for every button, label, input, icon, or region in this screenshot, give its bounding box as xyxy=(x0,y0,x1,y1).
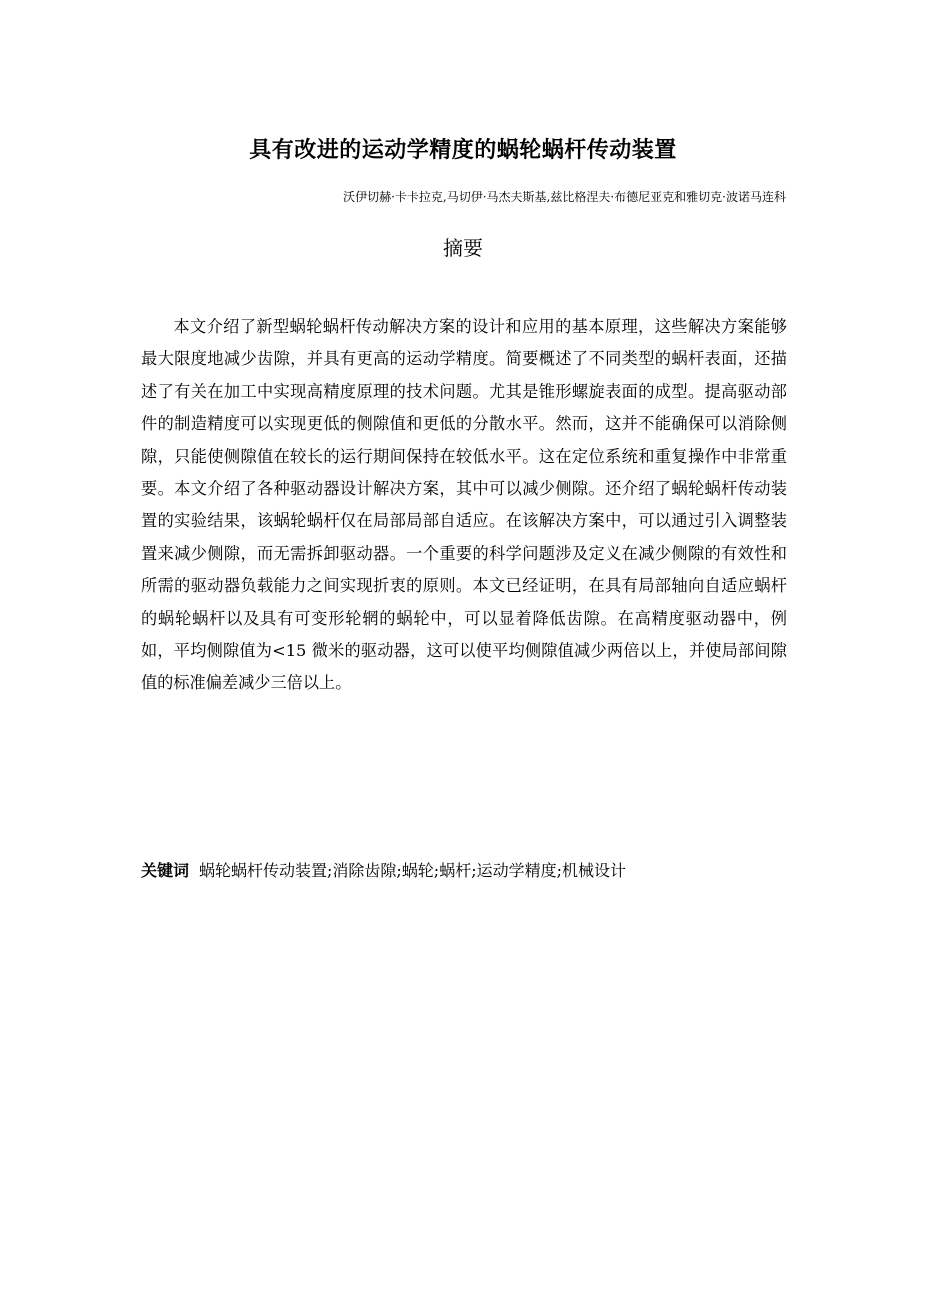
abstract-heading: 摘要 xyxy=(443,236,483,260)
author-list: 沃伊切赫·卡卡拉克,马切伊·马杰夫斯基,兹比格涅夫·布德尼亚克和雅切克·波诺马连科 xyxy=(343,190,786,204)
paper-title: 具有改进的运动学精度的蜗轮蜗杆传动装置 xyxy=(249,138,677,163)
abstract-body: 本文介绍了新型蜗轮蜗杆传动解决方案的设计和应用的基本原理，这些解决方案能够最大限度地减少齿隙，并具有更高的运动学精度。简要概述了不同类型的蜗杆表面，还描述了有关在加工中实现高精度原理的技术问题。尤其是锥形螺旋表面的成型。提高驱动部件的制造精度可以实现更低的侧隙值和更低的分散水平。然而，这并不能确保可以消除侧隙，只能使侧隙值在较长的运行期间保持在较低水平。这在定位系统和重复操作中非常重要。本文介绍了各种驱动器设计解决方案，其中可以减少侧隙。还介绍了蜗轮蜗杆传动装置的实验结果，该蜗轮蜗杆仅在局部局部自适应。在该解决方案中，可以通过引入调整装置来减少侧隙，而无需拆卸驱动器。一个重要的科学问题涉及定义在减少侧隙的有效性和所需的驱动器负载能力之间实现折衷的原则。本文已经证明，在具有局部轴向自适应蜗杆的蜗轮蜗杆以及具有可变形轮辋的蜗轮中，可以显着降低齿隙。在高精度驱动器中，例如，平均侧隙值为<15 微米的驱动器，这可以使平均侧隙值减少两倍以上，并使局部间隙值的标准偏差减少三倍以上。 xyxy=(141,317,787,693)
keywords-line xyxy=(141,856,787,886)
keywords-label: 关键词 xyxy=(141,861,190,880)
keywords-text: 蜗轮蜗杆传动装置;消除齿隙;蜗轮;蜗杆;运动学精度;机械设计 xyxy=(199,861,626,880)
